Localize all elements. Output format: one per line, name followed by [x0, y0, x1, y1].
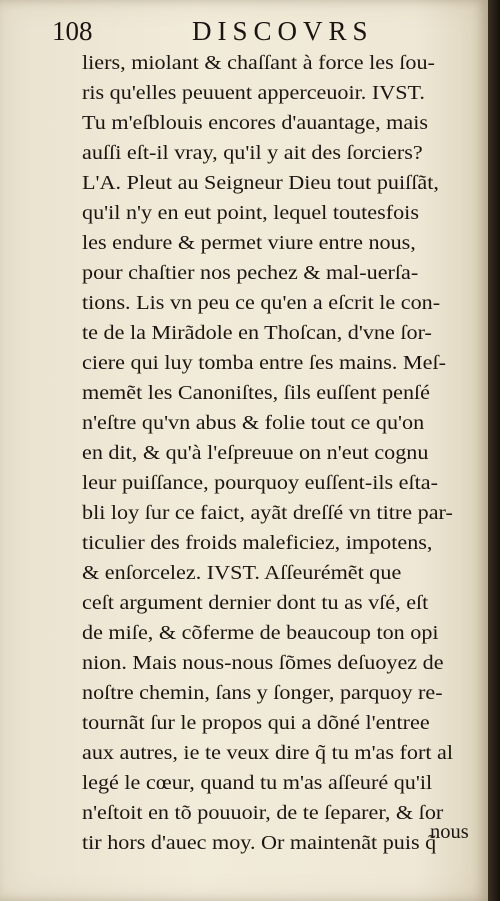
text-line: bli loy ſur ce faict, ayãt dreſſé vn titre par-	[82, 502, 453, 524]
text-line: les endure & permet viure entre nous,	[82, 232, 416, 254]
text-line: & enſorcelez. IVST. Aſſeurémẽt que	[82, 562, 402, 584]
text-line: aux autres, ie te veux dire q̃ tu m'as fort al	[82, 742, 454, 764]
text-line: legé le cœur, quand tu m'as aſſeuré qu'il	[82, 772, 433, 794]
text-line: L'A. Pleut au Seigneur Dieu tout puiſſãt,	[82, 172, 439, 194]
text-line: ris qu'elles peuuent apperceuoir. IVST.	[82, 82, 425, 104]
text-line: Tu m'eſblouis encores d'auantage, mais	[82, 112, 428, 134]
text-line: pour chaſtier nos pechez & mal-uerſa-	[82, 262, 419, 284]
text-line: ticulier des froids maleficiez, impotens,	[82, 532, 433, 554]
text-line: tournãt ſur le propos qui a dõné l'entree	[82, 712, 430, 734]
book-edge	[488, 0, 500, 901]
text-line: noſtre chemin, ſans y ſonger, parquoy re-	[82, 682, 443, 704]
text-line: ciere qui luy tomba entre ſes mains. Meſ-	[82, 352, 446, 374]
text-line: nion. Mais nous-nous ſõmes deſuoyez de	[82, 652, 444, 674]
body-text	[82, 48, 492, 858]
page-number: 108	[52, 16, 93, 46]
text-line: en dit, & qu'à l'eſpreuue on n'eut cognu	[82, 442, 429, 464]
text-line: ceſt argument dernier dont tu as vſé, eſt	[82, 592, 429, 614]
text-line: tions. Lis vn peu ce qu'en a eſcrit le con-	[82, 292, 441, 314]
running-head: DISCOVRS	[192, 16, 374, 46]
text-line: leur puiſſance, pourquoy euſſent-ils eſta-	[82, 472, 438, 494]
text-line: n'eſtre qu'vn abus & folie tout ce qu'on	[82, 412, 425, 434]
text-line: auſſi eſt-il vray, qu'il y ait des ſorciers?	[82, 142, 423, 164]
text-line: memẽt les Canoniſtes, ſils euſſent penſé	[82, 382, 431, 404]
text-line: liers, miolant & chaſſant à force les ſou-	[82, 52, 435, 74]
text-line: tir hors d'auec moy. Or maintenãt puis q̃	[82, 832, 437, 854]
text-line: n'eſtoit en tõ pouuoir, de te ſeparer, & ſor	[82, 802, 444, 824]
page-header	[52, 14, 472, 48]
catchword: nous	[430, 821, 469, 843]
text-line: te de la Mirãdole en Thoſcan, d'vne ſor-	[82, 322, 432, 344]
text-line: de miſe, & cõferme de beaucoup ton opi	[82, 622, 439, 644]
text-line: qu'il n'y en eut point, lequel toutesfois	[82, 202, 419, 224]
